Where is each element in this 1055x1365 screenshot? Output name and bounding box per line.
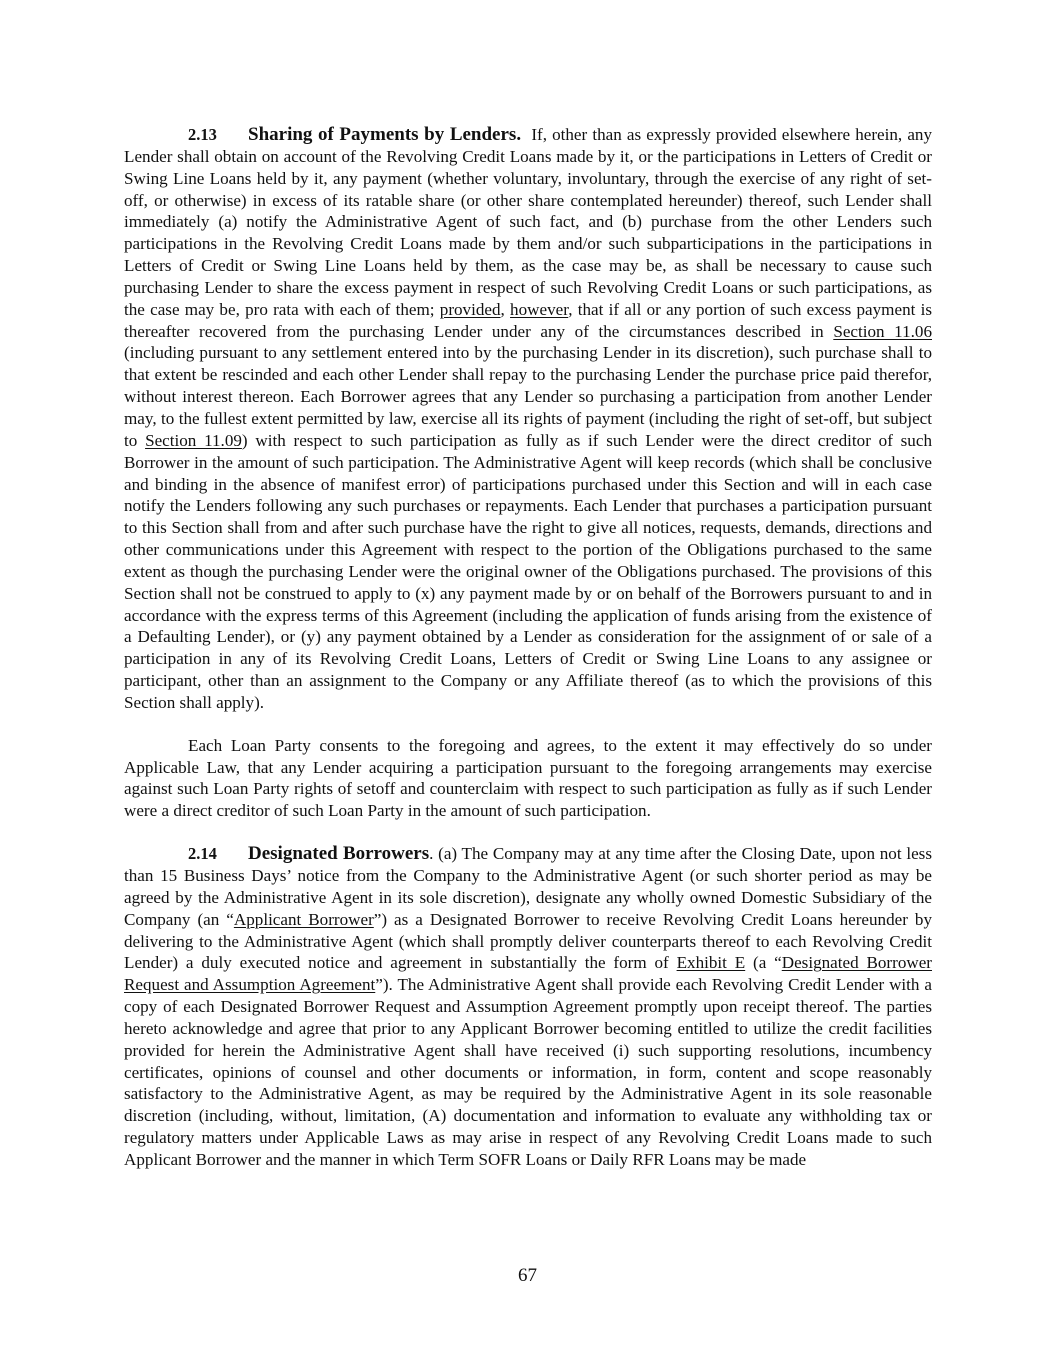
section-2-13-paragraph	[124, 124, 932, 714]
underlined-term: provided	[439, 299, 501, 319]
page-number: 67	[518, 1265, 537, 1286]
body-text: . (a) The Company may at any time after the Closing Date, upon not less than 15 Business Days’ notice from the Company to the Administrative Agent (or such shorter period as may be agreed by the Administrative Agent in its sole discretion), designate any wholly owned Domestic Subsidiary of the Company (an “	[124, 844, 932, 929]
section-reference: Section 11.06	[833, 321, 932, 341]
body-text: , that if all or any portion of such excess payment is thereafter recovered from the purchasing Lender under any of the circumstances described in	[124, 299, 932, 341]
section-number: 2.14	[188, 844, 217, 864]
body-text: (including pursuant to any settlement entered into by the purchasing Lender in its discretion), such purchase shall to that extent be rescinded and each other Lender shall repay to the purchasing Lender the purchase price paid therefor, without interest thereon. Each Borrower agrees that any Lender so purchasing a participation from another Lender may, to the fullest extent permitted by law, exercise all its rights of payment (including the right of set-off, but subject to	[124, 343, 932, 450]
section-reference: Section 11.09	[145, 430, 242, 450]
underlined-term: however	[510, 299, 569, 319]
document-page	[124, 124, 932, 1171]
body-text: ”) as a Designated Borrower to receive Revolving Credit Loans hereunder by delivering to the Administrative Agent (which shall promptly deliver counterparts thereof to each Revolving Credit Lender) a duly executed notice and agreement in substantially the form of	[124, 909, 932, 973]
body-text: (a “	[745, 953, 782, 973]
defined-term: Designated Borrower Request and Assumption Agreement	[124, 953, 932, 995]
section-2-14-paragraph	[124, 843, 932, 1171]
section-title: Sharing of Payments by Lenders.	[248, 124, 522, 145]
body-text: ,	[500, 299, 511, 319]
body-text: ) with respect to such participation as fully as if such Lender were the direct creditor of such Borrower in the amount of such participation. The Administrative Agent will keep records (which shall be conclusive and binding in the absence of manifest error) of participations purchased under this Section and will in each case notify the Lenders following any such purchases or repayments. Each Lender that purchases a participation pursuant to this Section shall from and after such purchase have the right to give all notices, requests, demands, directions and other communications under this Agreement with respect to the portion of the Obligations purchased to the same extent as though the purchasing Lender were the original owner of the Obligations purchased. The provisions of this Section shall not be construed to apply to (x) any payment made by or on behalf of the Borrowers pursuant to and in accordance with the express terms of this Agreement (including the application of funds arising from the existence of a Defaulting Lender), or (y) any payment obtained by a Lender as consideration for the assignment of or sale of a participation in any of its Revolving Credit Loans, Letters of Credit or Swing Line Loans to any assignee or participant, other than an assignment to the Company or any Affiliate thereof (as to which the provisions of this Section shall apply).	[124, 430, 932, 712]
section-number: 2.13	[188, 125, 217, 144]
body-text: If, other than as expressly provided elsewhere herein, any Lender shall obtain on account of the Revolving Credit Loans made by it, or the participations in Letters of Credit or Swing Line Loans held by it, any payment (whether voluntary, involuntary, through the exercise of any right of set-off, or otherwise) in excess of its ratable share (or other share contemplated hereunder) thereof, such Lender shall immediately (a) notify the Administrative Agent of such fact, and (b) purchase from the other Lenders such participations in the Revolving Credit Loans made by them and/or such subparticipations in the participations in Letters of Credit or Swing Line Loans held by them, as the case may be, as shall be necessary to cause such purchasing Lender to share the excess payment in respect of such Revolving Credit Loans or such participations, as the case may be, pro rata with each of them;	[124, 125, 932, 319]
body-text: ”). The Administrative Agent shall provide each Revolving Credit Lender with a copy of each Designated Borrower Request and Assumption Agreement promptly upon receipt thereof. The parties hereto acknowledge and agree that prior to any Applicant Borrower becoming entitled to utilize the credit facilities provided for herein the Administrative Agent shall have received (i) such supporting resolutions, incumbency certificates, opinions of counsel and other documents or information, in form, content and scope reasonably satisfactory to the Administrative Agent, as may be required by the Administrative Agent in its sole reasonable discretion (including, without, limitation, (A) documentation and information to evaluate any withholding tax or regulatory matters under Applicable Laws as may arise in respect of any Revolving Credit Loans made to such Applicant Borrower and the manner in which Term SOFR Loans or Daily RFR Loans may be made	[124, 975, 932, 1169]
section-title: Designated Borrowers	[248, 843, 430, 865]
defined-term: Applicant Borrower	[233, 909, 374, 929]
exhibit-reference: Exhibit E	[676, 953, 746, 973]
consent-paragraph: Each Loan Party consents to the foregoing and agrees, to the extent it may effectively do so under Applicable Law, that any Lender acquiring a participation pursuant to the foregoing arrangements may exercise against such Loan Party rights of setoff and counterclaim with respect to such participation as fully as if such Lender were a direct creditor of such Loan Party in the amount of such participation.	[124, 735, 932, 821]
